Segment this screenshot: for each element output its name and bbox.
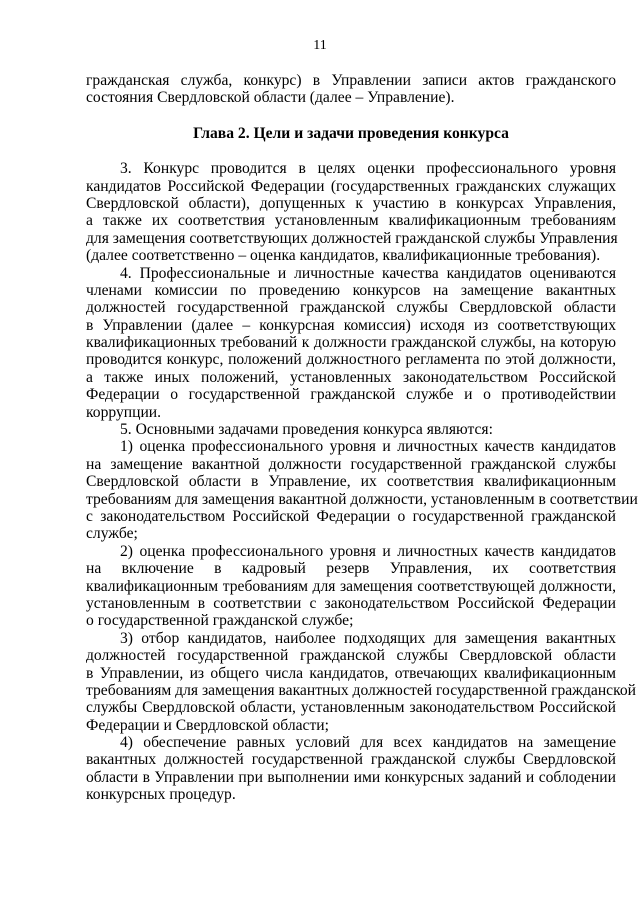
intro-paragraph — [86, 72, 616, 107]
text-line: Федерации и Свердловской области; — [86, 716, 329, 734]
text-line: области в Управлении при выполнении ими конкурсных заданий и соблодении — [86, 768, 616, 786]
text-line: 3) отбор кандидатов, наиболее подходящих для замещения вакантных — [120, 629, 616, 647]
text-line: членами комиссии по проведению конкурсов на замещение вакантных — [86, 281, 616, 299]
text-line: 4) обеспечение равных условий для всех кандидатов на замещение — [120, 734, 616, 752]
paragraph-4 — [86, 265, 616, 422]
text-line: а также иных положений, установленных законодательством Российской — [86, 368, 616, 386]
chapter-heading: Глава 2. Цели и задачи проведения конкурса — [193, 124, 509, 142]
text-line: установленным в соответствии с законодательством Российской Федерации — [86, 594, 616, 612]
paragraph-5 — [86, 421, 616, 438]
text-line: вакантных должностей государственной гражданской службы Свердловской — [86, 751, 616, 769]
list-item-3 — [86, 629, 637, 734]
text-line: Свердловской области в Управление, их соответствия квалификационным — [86, 473, 616, 491]
page-number: 11 — [313, 38, 327, 53]
text-line: на включение в кадровый резерв Управления, их соответствия — [86, 560, 616, 578]
text-line: 5. Основными задачами проведения конкурса являются: — [120, 421, 493, 439]
text-line: на замещение вакантной должности государственной гражданской службы — [86, 455, 616, 473]
text-line: гражданская служба, конкурс) в Управлении записи актов гражданского — [86, 72, 616, 89]
text-line: конкурсных процедур. — [86, 786, 236, 804]
text-line: должностей государственной гражданской службы Свердловской области — [86, 647, 616, 665]
text-line: состояния Свердловской области (далее – Управление). — [86, 89, 455, 107]
list-item-4 — [86, 734, 616, 804]
text-line: в Управлении (далее – конкурсная комиссия) исходя из соответствующих — [86, 316, 616, 334]
text-line: с законодательством Российской Федерации о государственной гражданской — [86, 507, 616, 525]
text-line: требованиям для замещения вакантной должности, установленным в соответствии — [86, 490, 638, 508]
text-line: 2) оценка профессионального уровня и личностных качеств кандидатов — [120, 542, 616, 560]
text-line: 4. Профессиональные и личностные качества кандидатов оцениваются — [120, 264, 616, 282]
list-item-1 — [86, 438, 638, 543]
text-line: службы Свердловской области, установленным законодательством Российской — [86, 699, 616, 717]
text-line: а также их соответствия установленным квалификационным требованиям — [86, 212, 616, 230]
text-line: для замещения соответствующих должностей гражданской службы Управления — [86, 229, 618, 247]
paragraph-3 — [86, 160, 616, 264]
text-line: кандидатов Российской Федерации (государственных гражданских служащих — [86, 177, 616, 195]
text-line: требованиям для замещения вакантных должностей государственной гражданской — [86, 681, 637, 699]
document-body — [86, 72, 638, 804]
text-line: Федерации о государственной гражданской службе и о противодействии — [86, 386, 616, 404]
text-line: в Управлении, из общего числа кандидатов, отвечающих квалификационным — [86, 664, 616, 682]
text-line: должностей государственной гражданской службы Свердловской области — [86, 299, 616, 317]
text-line: 3. Конкурс проводится в целях оценки профессионального уровня — [120, 160, 616, 178]
text-line: 1) оценка профессионального уровня и личностных качеств кандидатов — [120, 438, 616, 456]
list-item-2 — [86, 543, 616, 630]
text-line: Свердловской области), допущенных к участию в конкурсах Управления, — [86, 194, 616, 212]
text-line: квалификационных требований к должности гражданской службы, на которую — [86, 334, 616, 352]
text-line: о государственной гражданской службе; — [86, 612, 354, 630]
text-line: службе; — [86, 525, 138, 543]
text-line: (далее соответственно – оценка кандидатов, квалификационные требования). — [86, 247, 601, 265]
text-line: квалификационным требованиям для замещения соответствующей должности, — [86, 577, 616, 595]
text-line: проводится конкурс, положений должностного регламента по этой должности, — [86, 351, 616, 369]
text-line: коррупции. — [86, 403, 162, 421]
